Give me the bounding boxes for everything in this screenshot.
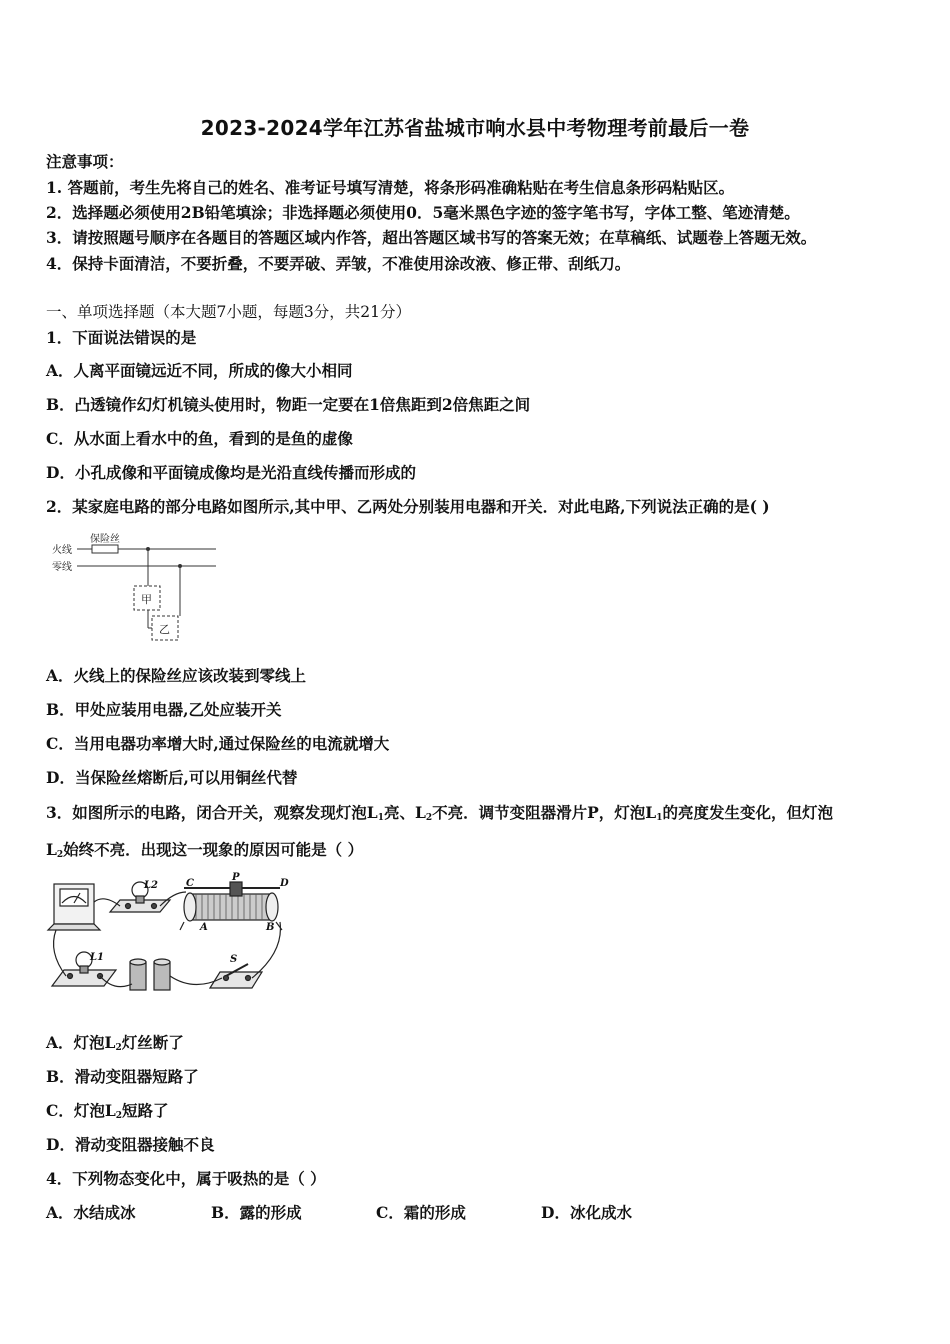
terminal-d-label: D (280, 878, 289, 889)
question-3-stem-continued: $L_2$始终不亮．出现这一现象的原因可能是（ ） (46, 840, 364, 860)
question-2-option-b: B．甲处应装用电器,乙处应装开关 (46, 700, 282, 719)
question-3-option-c: C．灯泡$L_2$短路了 (46, 1101, 169, 1121)
question-2-option-c: C．当用电器功率增大时,通过保险丝的电流就增大 (46, 734, 390, 753)
terminal-a-label: A (200, 922, 208, 933)
question-4-stem: 4．下列物态变化中，属于吸热的是（ ） (46, 1169, 326, 1188)
question-4-option-b: B．露的形成 (211, 1203, 302, 1222)
l1-label: L1 (90, 952, 104, 963)
fuse-symbol (92, 545, 118, 553)
question-3-option-b: B．滑动变阻器短路了 (46, 1067, 199, 1086)
terminal-c-label: C (186, 878, 194, 889)
fuse-label: 保险丝 (90, 534, 120, 545)
question-1-stem: 1．下面说法错误的是 (46, 328, 197, 347)
switch-s-label: S (230, 954, 238, 965)
question-1-option-c: C．从水面上看水中的鱼，看到的是鱼的虚像 (46, 429, 353, 448)
page-title: 2023-2024学年江苏省盐城市响水县中考物理考前最后一卷 (200, 116, 750, 140)
live-wire-label: 火线 (52, 545, 72, 556)
notice-item: 1. 答题前，考生先将自己的姓名、准考证号填写清楚，将条形码准确粘贴在考生信息条形码粘贴区。 (46, 178, 735, 197)
l2-label: L2 (144, 880, 158, 891)
question-1-option-a: A．人离平面镜远近不同，所成的像大小相同 (46, 361, 353, 380)
notice-item: 3．请按照题号顺序在各题目的答题区域内作答，超出答题区域书写的答案无效；在草稿纸、试题卷上答题无效。 (46, 228, 817, 247)
question-1-option-d: D．小孔成像和平面镜成像均是光沿直线传播而形成的 (46, 463, 416, 482)
slider-icon (230, 882, 242, 896)
box-b-label: 乙 (159, 623, 170, 636)
box-a-label: 甲 (141, 593, 152, 606)
question-3-stem: 3．如图所示的电路，闭合开关，观察发现灯泡$L_1$亮、$L_2$不亮．调节变阻器滑片P，灯泡$L_1$的亮度发生变化，但灯泡 (46, 803, 833, 823)
question-4-option-c: C．霜的形成 (376, 1203, 466, 1222)
notice-item: 4．保持卡面清洁，不要折叠，不要弄破、弄皱，不准使用涂改液、修正带、刮纸刀。 (46, 254, 631, 273)
notice-item: 2．选择题必须使用2B铅笔填涂；非选择题必须使用0．5毫米黑色字迹的签字笔书写，字体工整、笔迹清楚。 (46, 203, 800, 222)
slider-p-label: P (232, 872, 240, 883)
question-3-option-d: D．滑动变阻器接触不良 (46, 1135, 215, 1154)
notice-heading: 注意事项： (46, 152, 124, 171)
question-2-option-d: D．当保险丝熔断后,可以用铜丝代替 (46, 768, 298, 787)
question-2-stem: 2．某家庭电路的部分电路如图所示,其中甲、乙两处分别装用电器和开关．对此电路,下列说法正确的是( ) (46, 497, 770, 516)
experiment-circuit-figure (44, 872, 300, 1000)
battery-icon (154, 962, 170, 990)
household-circuit-figure (50, 528, 220, 648)
question-4-option-a: A．水结成冰 (46, 1203, 136, 1222)
question-2-option-a: A．火线上的保险丝应该改装到零线上 (46, 666, 307, 685)
terminal-b-label: B (266, 922, 275, 933)
question-3-option-a: A．灯泡$L_2$灯丝断了 (46, 1033, 184, 1053)
question-1-option-b: B．凸透镜作幻灯机镜头使用时，物距一定要在1倍焦距到2倍焦距之间 (46, 395, 531, 414)
neutral-wire-label: 零线 (52, 562, 72, 573)
battery-icon (130, 962, 146, 990)
question-4-option-d: D．冰化成水 (541, 1203, 632, 1222)
section-heading: 一、单项选择题（本大题7小题，每题3分，共21分） (46, 303, 411, 321)
